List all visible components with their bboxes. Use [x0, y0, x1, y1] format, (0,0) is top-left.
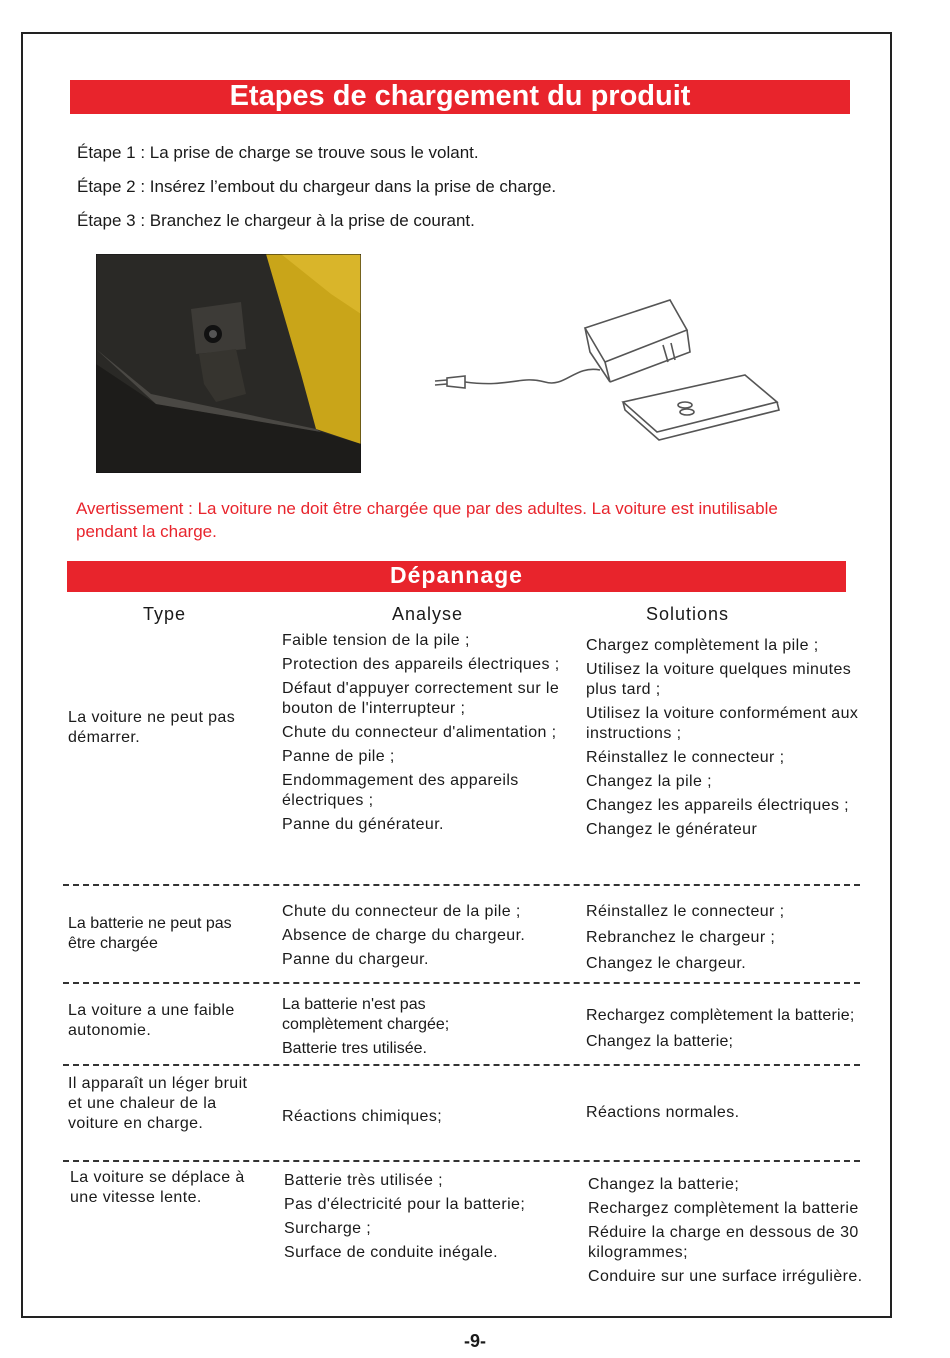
troubleshooting-title: Dépannage	[67, 561, 846, 592]
charging-step-1: Étape 1 : La prise de charge se trouve sous le volant.	[77, 143, 479, 162]
analysis-line: Faible tension de la pile ;	[282, 632, 470, 649]
row-3-solutions	[586, 1006, 884, 1056]
header-analysis: Analyse	[392, 604, 464, 624]
solution-line: Utilisez la voiture quelques minutes plus tard ;	[586, 661, 852, 698]
analysis-line: Surface de conduite inégale.	[284, 1244, 499, 1261]
row-divider	[63, 1064, 860, 1066]
analysis-line: Pas d'électricité pour la batterie;	[284, 1196, 526, 1213]
analysis-line: Absence de charge du chargeur.	[282, 927, 526, 944]
row-5-solutions	[588, 1175, 878, 1291]
analysis-line: Chute du connecteur d'alimentation ;	[282, 724, 557, 741]
solution-line: Chargez complètement la pile ;	[586, 637, 819, 654]
analysis-line: La batterie n'est pas complètement chargée;	[282, 996, 450, 1033]
row-4-type: Il apparaît un léger bruit et une chaleur de la voiture en charge.	[68, 1075, 248, 1132]
analysis-line: Réactions chimiques;	[282, 1108, 443, 1125]
solution-line: Changez la batterie;	[586, 1033, 734, 1050]
analysis-line: Batterie très utilisée ;	[284, 1172, 443, 1189]
solution-line: Rebranchez le chargeur ;	[586, 929, 776, 946]
solution-line: Changez le chargeur.	[586, 955, 747, 972]
row-1-analysis	[282, 631, 572, 839]
row-3-analysis	[282, 995, 522, 1063]
row-divider	[63, 982, 860, 984]
row-divider	[63, 1160, 860, 1162]
solution-line: Conduire sur une surface irrégulière.	[588, 1268, 863, 1285]
row-4-analysis	[282, 1107, 572, 1131]
solution-line: Réduire la charge en dessous de 30 kilogrammes;	[588, 1224, 859, 1261]
solution-line: Changez la pile ;	[586, 773, 712, 790]
row-4-solutions	[586, 1103, 876, 1127]
charger-drawing	[425, 290, 785, 460]
solution-line: Utilisez la voiture conformément aux instructions ;	[586, 705, 859, 742]
row-2-analysis	[282, 902, 572, 974]
charging-port-photo	[96, 254, 361, 473]
analysis-line: Batterie tres utilisée.	[282, 1040, 427, 1057]
charging-title: Etapes de chargement du produit	[70, 80, 850, 114]
analysis-line: Panne du générateur.	[282, 816, 444, 833]
row-5-analysis	[284, 1171, 574, 1267]
page-number: -9-	[464, 1331, 486, 1351]
warning-text: Avertissement : La voiture ne doit être chargée que par des adultes. La voiture est inutilisable pendant la charge.	[76, 499, 778, 541]
solution-line: Réinstallez le connecteur ;	[586, 749, 785, 766]
solution-line: Réactions normales.	[586, 1104, 740, 1121]
solution-line: Changez la batterie;	[588, 1176, 740, 1193]
row-5-type: La voiture se déplace à une vitesse lente.	[70, 1169, 245, 1206]
header-solutions: Solutions	[646, 604, 730, 624]
row-1-type: La voiture ne peut pas démarrer.	[68, 709, 236, 746]
solution-line: Changez le générateur	[586, 821, 758, 838]
analysis-line: Défaut d'appuyer correctement sur le bouton de l'interrupteur ;	[282, 680, 560, 717]
analysis-line: Surcharge ;	[284, 1220, 372, 1237]
analysis-line: Chute du connecteur de la pile ;	[282, 903, 521, 920]
analysis-line: Endommagement des appareils électriques ;	[282, 772, 519, 809]
charging-step-2: Étape 2 : Insérez l’embout du chargeur dans la prise de charge.	[77, 177, 557, 196]
solution-line: Réinstallez le connecteur ;	[586, 903, 785, 920]
solution-line: Changez les appareils électriques ;	[586, 797, 850, 814]
row-3-type: La voiture a une faible autonomie.	[68, 1002, 235, 1039]
row-2-solutions	[586, 902, 876, 978]
analysis-line: Panne du chargeur.	[282, 951, 429, 968]
row-divider	[63, 884, 860, 886]
row-2-type: La batterie ne peut pas être chargée	[68, 915, 232, 952]
row-1-solutions	[586, 636, 876, 844]
solution-line: Rechargez complètement la batterie	[588, 1200, 859, 1217]
solution-line: Rechargez complètement la batterie;	[586, 1007, 855, 1024]
charging-step-3: Étape 3 : Branchez le chargeur à la prise de courant.	[77, 211, 475, 230]
header-type: Type	[143, 604, 187, 624]
analysis-line: Panne de pile ;	[282, 748, 395, 765]
analysis-line: Protection des appareils électriques ;	[282, 656, 560, 673]
